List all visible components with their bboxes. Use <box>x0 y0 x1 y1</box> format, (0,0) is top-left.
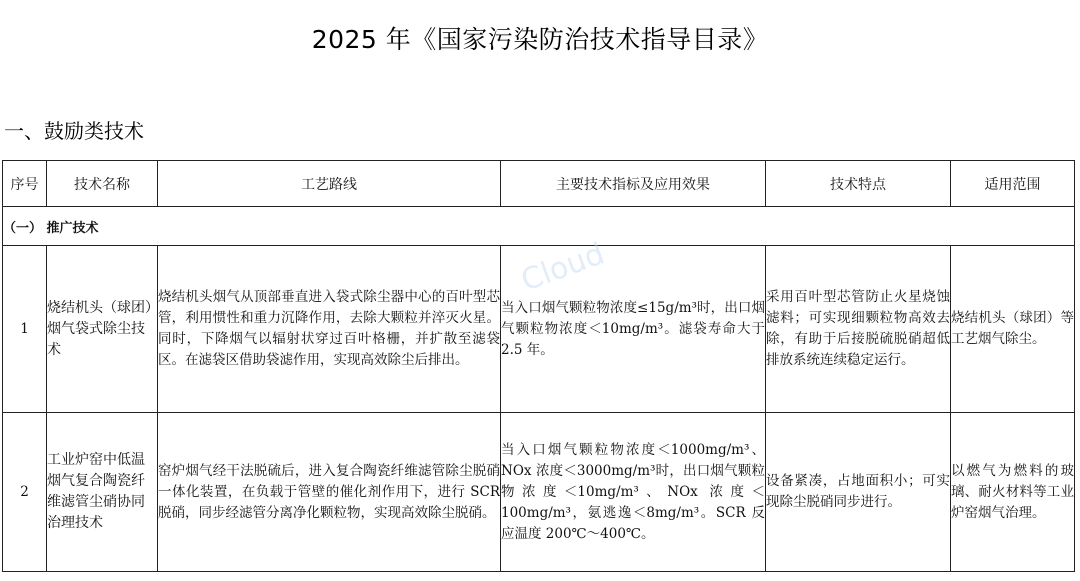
table-row <box>3 413 1075 572</box>
row-number: 2 <box>3 413 47 572</box>
header-process: 工艺路线 <box>158 161 501 207</box>
header-indicators: 主要技术指标及应用效果 <box>501 161 766 207</box>
process-route: 窑炉烟气经干法脱硫后，进入复合陶瓷纤维滤管除尘脱硝一体化装置，在负载于管壁的催化剂作用下，进行 SCR 脱硝，同步经滤管分离净化颗粒物，实现高效除尘脱硝。 <box>158 413 501 572</box>
scope: 烧结机头（球团）等工艺烟气除尘。 <box>951 246 1075 413</box>
process-route: 烧结机头烟气从顶部垂直进入袋式除尘器中心的百叶型芯管，利用惯性和重力沉降作用，去除大颗粒并淬灭火星。同时，下降烟气以辐射状穿过百叶格栅，并扩散至滤袋区。在滤袋区借助袋滤作用，实现高效除尘后排出。 <box>158 246 501 413</box>
document-title: 2025 年《国家污染防治技术指导目录》 <box>311 25 769 54</box>
category-row <box>3 207 1075 246</box>
technology-table <box>2 160 1075 572</box>
features: 采用百叶型芯管防止火星烧蚀滤料；可实现细颗粒物高效去除，有助于后接脱硫脱硝超低排放系统连续稳定运行。 <box>766 246 951 413</box>
scope: 以燃气为燃料的玻璃、耐火材料等工业炉窑烟气治理。 <box>951 413 1075 572</box>
header-scope: 适用范围 <box>951 161 1075 207</box>
watermark-logo: Cloud <box>516 236 610 299</box>
category-label: （一） 推广技术 <box>3 207 1075 246</box>
indicators: 当入口烟气颗粒物浓度≤15g/m³时，出口烟气颗粒物浓度＜10mg/m³。滤袋寿命大于 2.5 年。 <box>501 246 766 413</box>
table-header-row <box>3 161 1075 207</box>
header-tech-name: 技术名称 <box>47 161 158 207</box>
features: 设备紧凑，占地面积小；可实现除尘脱硝同步进行。 <box>766 413 951 572</box>
row-number: 1 <box>3 246 47 413</box>
tech-name: 烧结机头（球团）烟气袋式除尘技术 <box>47 246 158 413</box>
header-no: 序号 <box>3 161 47 207</box>
header-features: 技术特点 <box>766 161 951 207</box>
tech-name: 工业炉窑中低温烟气复合陶瓷纤维滤管尘硝协同治理技术 <box>47 413 158 572</box>
section-heading: 一、鼓励类技术 <box>4 119 144 143</box>
indicators: 当入口烟气颗粒物浓度＜1000mg/m³、NOx 浓度＜3000mg/m³时，出口烟气颗粒物浓度＜10mg/m³、NOx 浓度＜100mg/m³，氨逃逸＜8mg/m³。SCR 反应温度 200℃～400℃。 <box>501 413 766 572</box>
table-row <box>3 246 1075 413</box>
